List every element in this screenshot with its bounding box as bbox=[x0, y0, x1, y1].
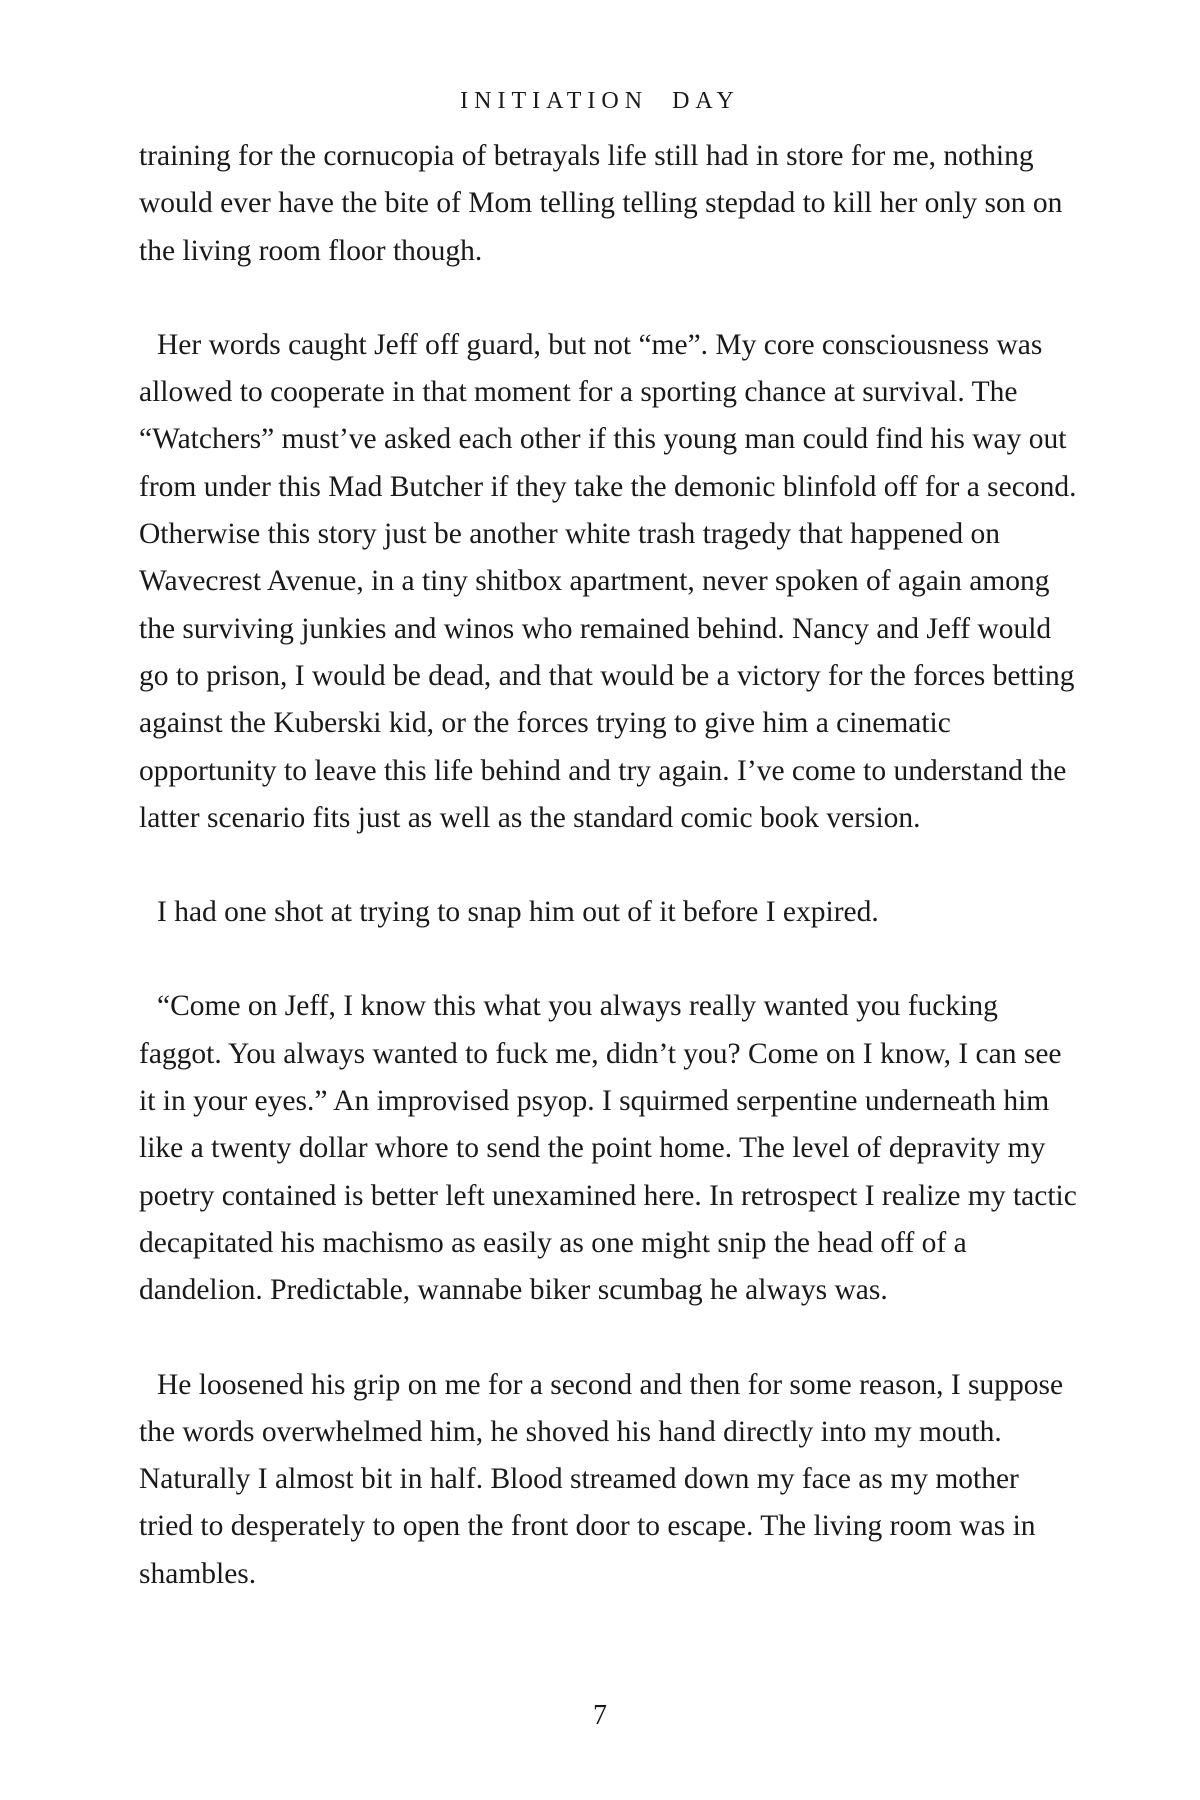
paragraph: Her words caught Jeff off guard, but not “me”. My core consciousness was allowed to cooperate in that moment for a sporting chance at survival. The “Watchers” must’ve asked each other if this young man could find his way out from under this Mad Butcher if they take the demonic blinfold off for a second. Otherwise this story just be another white trash tragedy that happened on Wavecrest Avenue, in a tiny shitbox apartment, never spoken of again among the surviving junkies and winos who remained behind. Nancy and Jeff would go to prison, I would be dead, and that would be a victory for the forces betting against the Kuberski kid, or the forces trying to give him a cinematic opportunity to leave this life behind and try again. I’ve come to understand the latter scenario fits just as well as the standard comic book version. bbox=[139, 328, 1077, 834]
paragraph: He loosened his grip on me for a second and then for some reason, I suppose the words overwhelmed him, he shoved his hand directly into my mouth. Naturally I almost bit in half. Blood streamed down my face as my mother tried to desperately to open the front door to escape. The living room was in shambles. bbox=[139, 1368, 1064, 1590]
body-text bbox=[139, 133, 1079, 1645]
paragraph: I had one shot at trying to snap him out of it before I expired. bbox=[157, 896, 879, 929]
paragraph: “Come on Jeff, I know this what you always really wanted you fucking faggot. You always wanted to fuck me, didn’t you? Come on I know, I can see it in your eyes.” An improvised psyop. I squirmed serpentine underneath him like a twenty dollar whore to send the point home. The level of depravity my poetry contained is better left unexamined here. In retrospect I realize my tactic decapitated his machismo as easily as one might snip the head off of a dandelion. Predictable, wannabe biker scumbag he always was. bbox=[139, 990, 1077, 1307]
running-head: INITIATION DAY bbox=[460, 88, 740, 114]
page-number: 7 bbox=[593, 1700, 607, 1731]
paragraph-continuation: training for the cornucopia of betrayals life still had in store for me, nothing would ever have the bite of Mom telling telling stepdad to kill her only son on the living room floor though. bbox=[139, 140, 1063, 267]
